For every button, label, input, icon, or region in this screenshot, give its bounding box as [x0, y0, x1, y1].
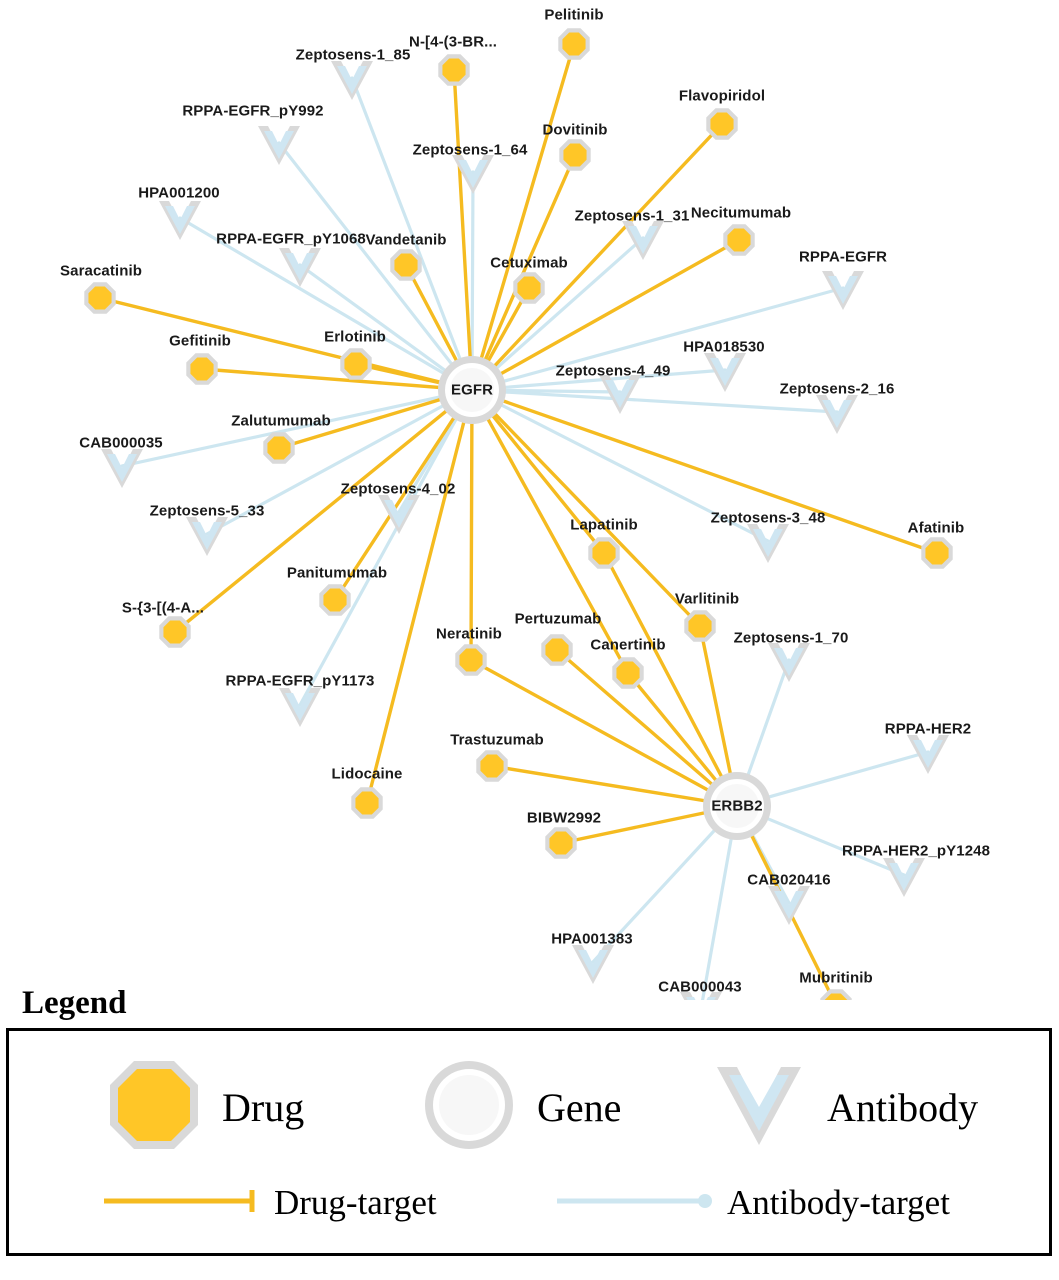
- antibody-label: Zeptosens-2_16: [779, 380, 895, 398]
- antibody-label: RPPA-EGFR_pY992: [182, 102, 324, 120]
- drug-node[interactable]: [545, 827, 576, 858]
- antibody-label: CAB000035: [79, 434, 163, 452]
- drug-node[interactable]: [559, 139, 590, 170]
- drug-node[interactable]: [390, 249, 421, 280]
- legend-label-drug: Drug: [222, 1085, 305, 1130]
- drug-label: N-[4-(3-BR...: [409, 33, 497, 51]
- drug-label: Cetuximab: [490, 254, 568, 272]
- antibody-node[interactable]: [572, 945, 614, 984]
- drug-node[interactable]: [706, 108, 737, 139]
- drug-label: Panitumumab: [286, 564, 388, 582]
- drug-label: Gefitinib: [169, 332, 231, 350]
- drug-edge-icon: [104, 1186, 264, 1221]
- drug-label: Vandetanib: [365, 231, 447, 249]
- legend-label-antibody: Antibody: [827, 1085, 979, 1130]
- antibody-label: RPPA-HER2_pY1248: [841, 842, 991, 860]
- drug-edge: [454, 70, 472, 390]
- legend-item-drug: [104, 1055, 304, 1160]
- drug-label: Pertuzumab: [514, 610, 602, 628]
- antibody-node[interactable]: [622, 221, 664, 260]
- drug-label: Flavopiridol: [678, 87, 766, 105]
- antibody-node[interactable]: [279, 688, 321, 727]
- legend-item-antibody: [709, 1055, 978, 1160]
- drug-label: Mubritinib: [799, 969, 873, 987]
- drug-node[interactable]: [513, 272, 544, 303]
- antibody-node[interactable]: [258, 126, 300, 165]
- drug-label: Zalutumumab: [231, 412, 331, 430]
- drug-label: Varlitinib: [674, 590, 740, 608]
- antibody-label: RPPA-HER2: [884, 720, 972, 738]
- antibody-node[interactable]: [186, 517, 228, 556]
- antibody-label: Zeptosens-5_33: [149, 502, 265, 520]
- antibody-label: Zeptosens-3_48: [710, 509, 826, 527]
- drug-node[interactable]: [340, 348, 371, 379]
- drug-label: Necitumumab: [690, 204, 792, 222]
- antibody-node[interactable]: [747, 524, 789, 563]
- circle-icon: [419, 1055, 519, 1160]
- antibody-label: HPA001383: [551, 930, 633, 948]
- drug-edge: [472, 390, 700, 626]
- drug-node[interactable]: [723, 224, 754, 255]
- antibody-node[interactable]: [159, 201, 201, 240]
- gene-label: EGFR: [450, 381, 494, 399]
- drug-node[interactable]: [684, 610, 715, 641]
- drug-label: BIBW2992: [526, 809, 602, 827]
- drug-node[interactable]: [541, 634, 572, 665]
- antibody-label: HPA001200: [138, 184, 220, 202]
- drug-label: Trastuzumab: [450, 731, 544, 749]
- antibody-node[interactable]: [816, 395, 858, 434]
- drug-label: Lapatinib: [570, 516, 638, 534]
- antibody-label: HPA018530: [683, 338, 765, 356]
- drug-label: S-{3-[(4-A...: [121, 599, 205, 617]
- drug-edge: [471, 390, 472, 660]
- legend-title: Legend: [22, 985, 127, 1021]
- antibody-label: Zeptosens-4_49: [555, 362, 671, 380]
- drug-label: Afatinib: [907, 519, 965, 537]
- antibody-node[interactable]: [101, 449, 143, 488]
- drug-node[interactable]: [476, 750, 507, 781]
- legend-label-antibody-target: Antibody-target: [727, 1183, 950, 1222]
- legend-label-drug-target: Drug-target: [274, 1183, 437, 1222]
- drug-label: Saracatinib: [60, 262, 142, 280]
- antibody-label: Zeptosens-4_02: [340, 480, 456, 498]
- chevron-icon: [709, 1055, 809, 1160]
- antibody-node[interactable]: [768, 886, 810, 925]
- drug-label: Dovitinib: [542, 121, 608, 139]
- antibody-label: Zeptosens-1_85: [295, 46, 411, 64]
- legend-item-drug-target: [104, 1183, 437, 1223]
- drug-node[interactable]: [319, 584, 350, 615]
- drug-edge: [472, 390, 937, 553]
- drug-label: Neratinib: [436, 625, 502, 643]
- legend-item-antibody-target: [557, 1183, 950, 1223]
- legend-shapes-row: [9, 1055, 1049, 1165]
- antibody-label: CAB020416: [747, 871, 831, 889]
- antibody-label: Zeptosens-1_70: [733, 629, 849, 647]
- legend-box: [6, 1028, 1052, 1256]
- drug-node[interactable]: [921, 537, 952, 568]
- drug-node[interactable]: [558, 28, 589, 59]
- legend: [6, 985, 1052, 1256]
- gene-label: ERBB2: [711, 797, 763, 815]
- drug-node[interactable]: [263, 432, 294, 463]
- drug-label: Erlotinib: [324, 328, 386, 346]
- drug-node[interactable]: [588, 537, 619, 568]
- antibody-node[interactable]: [883, 858, 925, 897]
- drug-node[interactable]: [612, 657, 643, 688]
- antibody-label: Zeptosens-1_31: [574, 207, 690, 225]
- octagon-icon: [104, 1055, 204, 1160]
- drug-node[interactable]: [455, 644, 486, 675]
- legend-item-gene: [419, 1055, 621, 1160]
- drug-label: Pelitinib: [544, 6, 604, 24]
- antibody-edge-icon: [557, 1186, 717, 1221]
- legend-edges-row: [9, 1183, 1049, 1243]
- legend-label-gene: Gene: [537, 1085, 622, 1130]
- antibody-node[interactable]: [768, 643, 810, 682]
- drug-node[interactable]: [84, 282, 115, 313]
- antibody-label: RPPA-EGFR: [798, 248, 888, 266]
- antibody-label: RPPA-EGFR_pY1173: [225, 672, 375, 690]
- drug-node[interactable]: [351, 787, 382, 818]
- antibody-label: Zeptosens-1_64: [412, 141, 528, 159]
- antibody-label: CAB000043: [658, 978, 742, 996]
- antibody-node[interactable]: [599, 375, 641, 414]
- antibody-node[interactable]: [331, 61, 373, 100]
- drug-node[interactable]: [438, 54, 469, 85]
- drug-node[interactable]: [159, 616, 190, 647]
- drug-label: Lidocaine: [331, 765, 403, 783]
- drug-node[interactable]: [186, 353, 217, 384]
- drug-label: Canertinib: [590, 636, 666, 654]
- antibody-label: RPPA-EGFR_pY1068: [216, 230, 366, 248]
